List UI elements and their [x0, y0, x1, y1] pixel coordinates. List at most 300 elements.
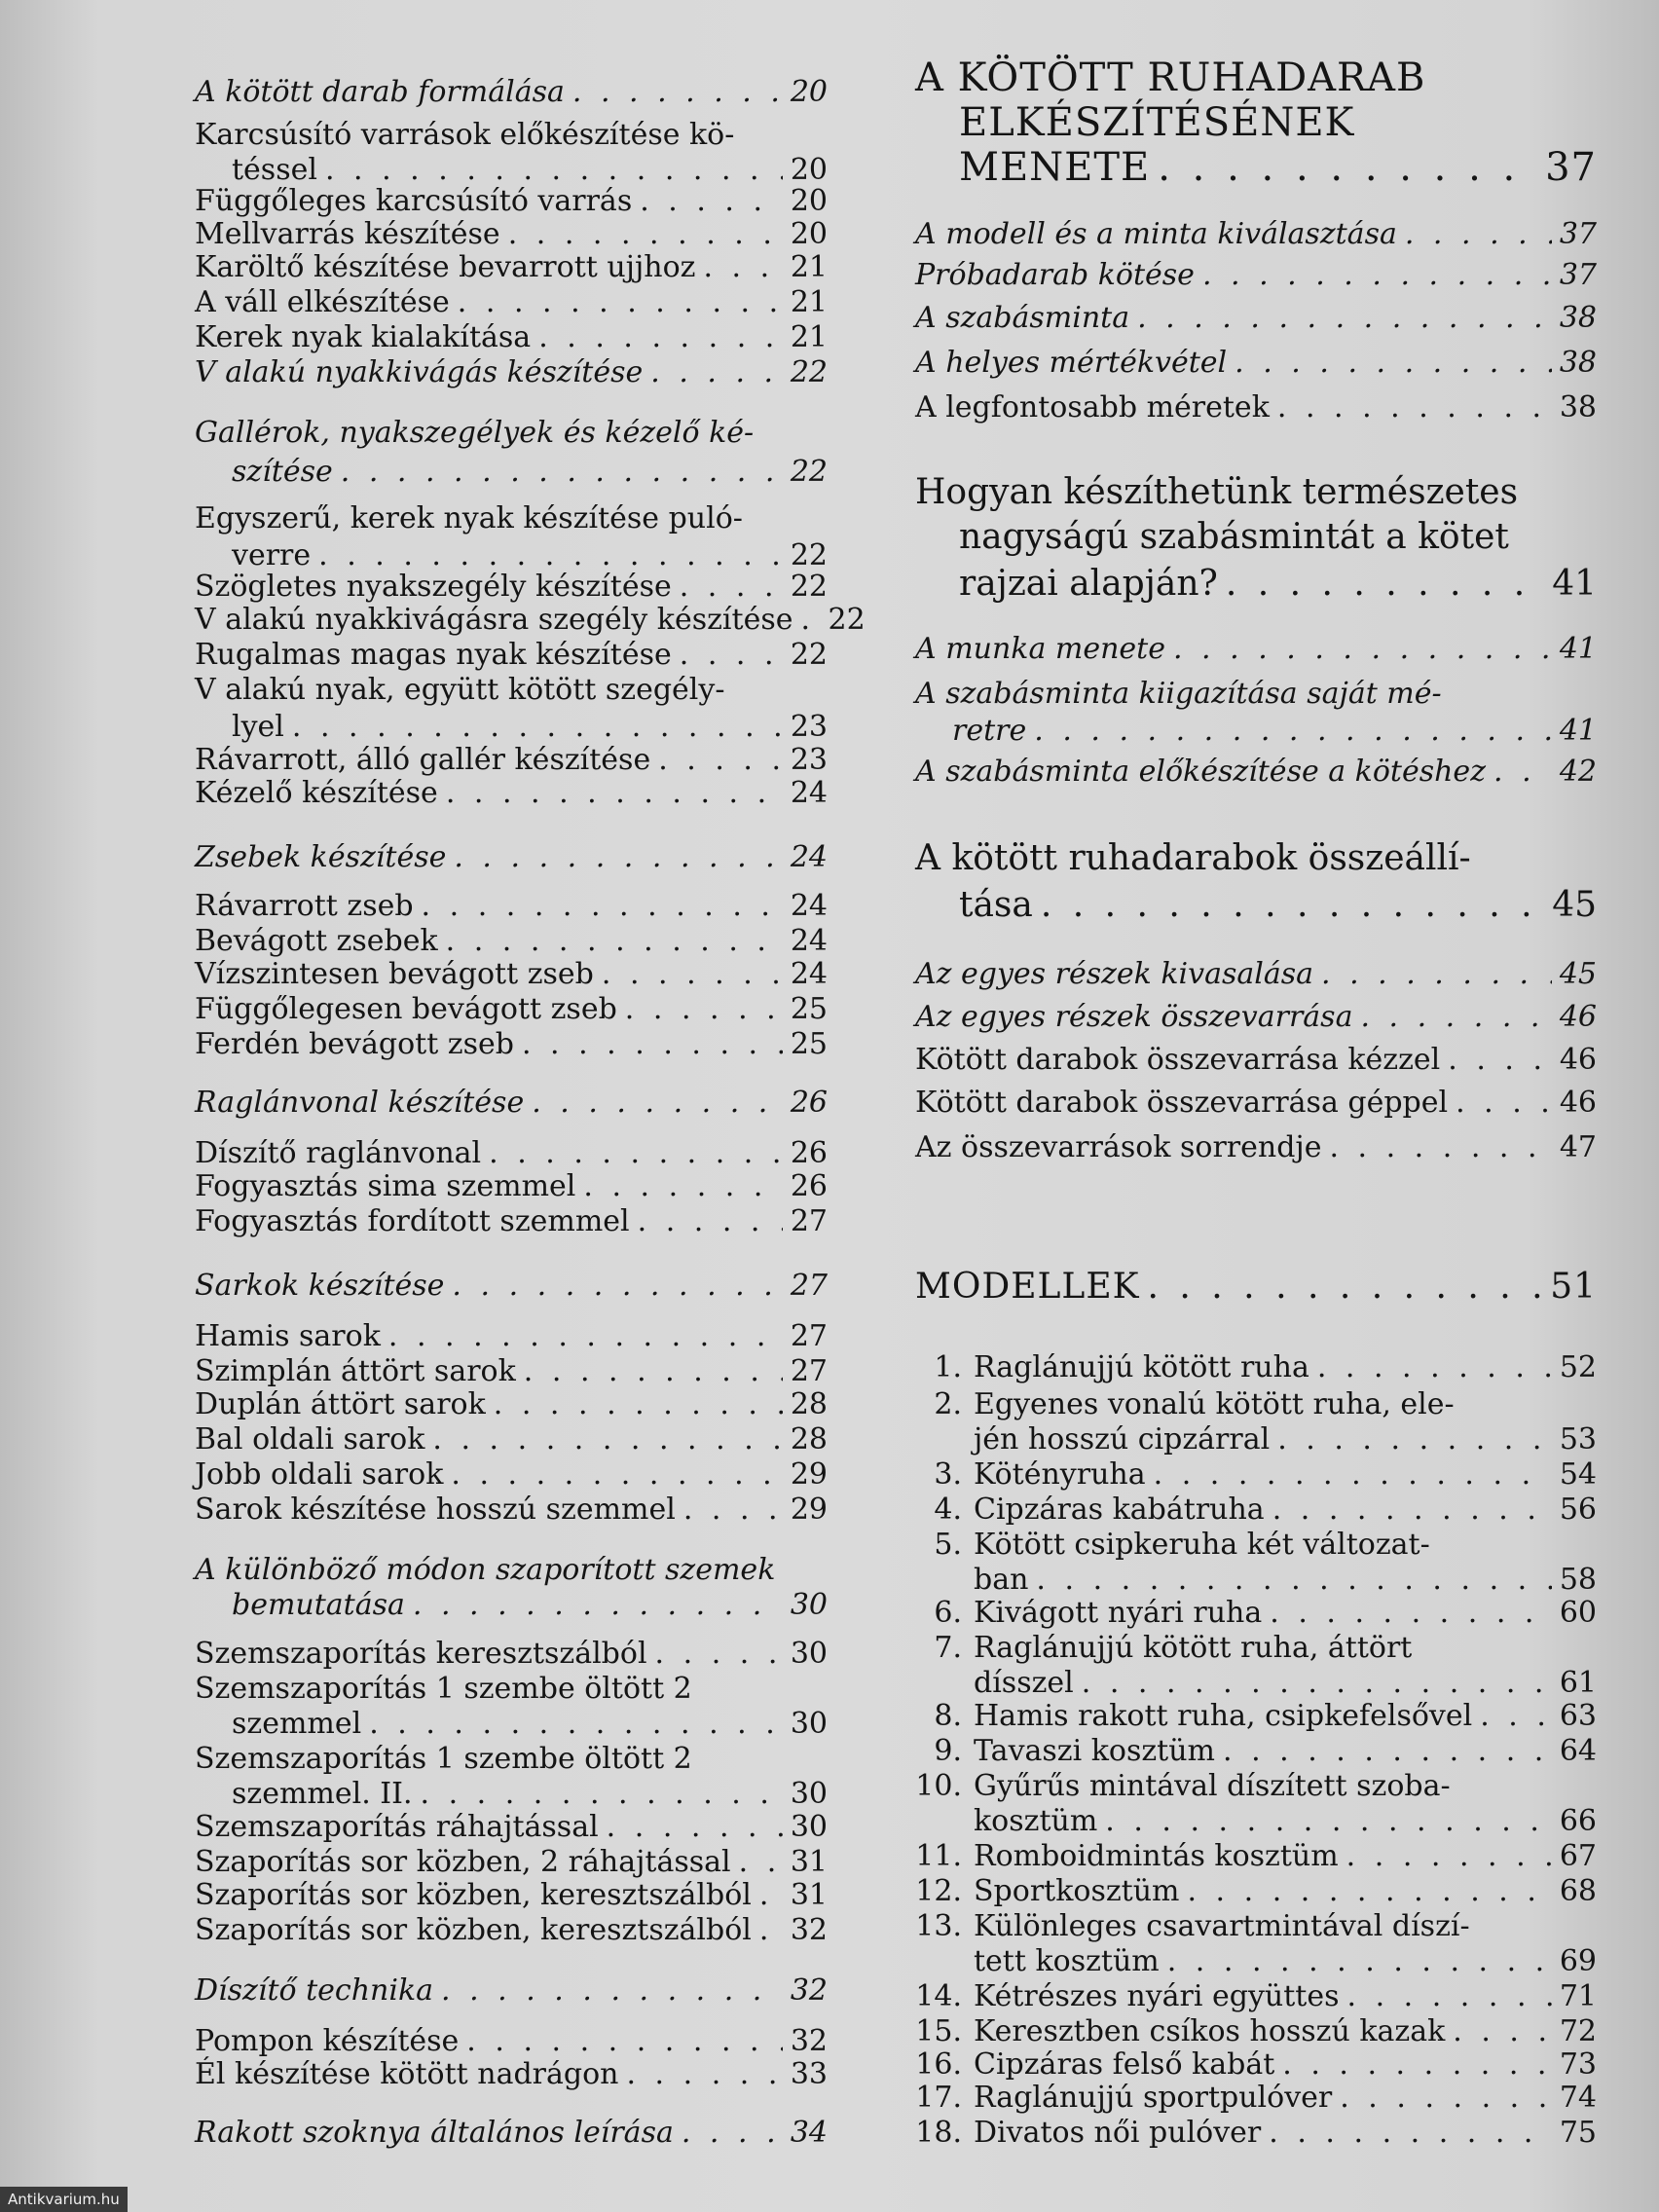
- page-number: 71: [1559, 1979, 1597, 2013]
- dot-leader: [452, 1272, 782, 1301]
- toc-entry[interactable]: [195, 2024, 828, 2058]
- model-number: 1.: [934, 1350, 962, 1384]
- dot-leader: [703, 253, 782, 282]
- dot-leader: [1082, 1669, 1552, 1698]
- toc-entry-title: Díszítő technika: [195, 1973, 434, 2008]
- dot-leader: [1317, 1353, 1552, 1382]
- dot-leader: [602, 960, 783, 989]
- page-number: 27: [790, 1204, 828, 1238]
- dot-leader: [369, 1710, 783, 1739]
- page-number: 28: [790, 1387, 828, 1421]
- model-number: 5.: [934, 1528, 962, 1562]
- dot-leader: [1448, 1046, 1552, 1075]
- dot-leader: [640, 187, 783, 216]
- toc-entry-title: A legfontosabb méretek: [915, 390, 1270, 424]
- toc-entry-title: A szabásminta: [915, 301, 1130, 335]
- toc-entry[interactable]: [915, 1000, 1597, 1034]
- dot-leader: [1187, 1877, 1551, 1906]
- model-title: Kötényruha: [974, 1457, 1146, 1492]
- page-number: 20: [790, 184, 828, 218]
- toc-entry-title: A helyes mértékvétel: [915, 346, 1228, 380]
- page-number: 32: [790, 1913, 828, 1947]
- toc-entry-title: A szabásminta előkészítése a kötéshez: [915, 755, 1486, 789]
- model-number: 2.: [934, 1387, 962, 1421]
- toc-entry[interactable]: [915, 2047, 1597, 2082]
- toc-entry-title: A kötött ruhadarabok összeállí-: [915, 838, 1471, 878]
- toc-entry-title: [915, 1734, 1215, 1768]
- dot-leader: [341, 458, 783, 487]
- dot-leader: [451, 1460, 782, 1490]
- toc-entry-continuation: [232, 538, 828, 572]
- model-number: 16.: [915, 2047, 962, 2082]
- dot-leader: [1202, 261, 1552, 290]
- dot-leader: [1480, 1702, 1552, 1731]
- toc-entry-continuation: [974, 1804, 1597, 1838]
- page-number: 22: [790, 455, 828, 489]
- toc-entry-title: [915, 1769, 1451, 1803]
- dot-leader: [1453, 2017, 1552, 2046]
- dot-leader: [494, 1390, 783, 1419]
- page-number: 26: [790, 1086, 828, 1120]
- toc-entry[interactable]: [915, 632, 1597, 666]
- toc-entry-title-cont: dísszel: [974, 1666, 1074, 1700]
- model-number: 9.: [934, 1734, 962, 1768]
- toc-entry[interactable]: [195, 501, 828, 535]
- toc-entry[interactable]: [195, 75, 828, 109]
- page-number: 37: [1559, 258, 1597, 292]
- toc-entry-title: Hogyan készíthetünk természetes: [915, 472, 1519, 512]
- toc-entry[interactable]: [195, 1913, 828, 1947]
- toc-entry-title-cont: tett kosztüm: [974, 1944, 1160, 1978]
- page-number: 24: [790, 924, 828, 958]
- toc-entry[interactable]: [195, 1742, 828, 1776]
- toc-entry-continuation: [232, 455, 828, 489]
- toc-entry[interactable]: [195, 743, 828, 777]
- dot-leader: [508, 220, 783, 249]
- toc-entry[interactable]: [195, 1878, 828, 1912]
- toc-entry-title: [915, 1596, 1263, 1630]
- page-number: 41: [1559, 632, 1597, 666]
- toc-entry-title: A szabásminta kiigazítása saját mé-: [915, 677, 1442, 711]
- toc-entry-continuation: [959, 145, 1597, 190]
- page-number: 29: [790, 1493, 828, 1527]
- page-number: 54: [1559, 1457, 1597, 1492]
- toc-entry[interactable]: [915, 1909, 1597, 1943]
- toc-entry[interactable]: [195, 1637, 828, 1671]
- toc-entry-title: Szaporítás sor közben, keresztszálból: [195, 1913, 752, 1947]
- dot-leader: [1346, 1842, 1552, 1871]
- toc-entry[interactable]: [195, 992, 828, 1026]
- page-number: 51: [1550, 1267, 1597, 1307]
- toc-entry-title: Fogyasztás sima szemmel: [195, 1169, 576, 1203]
- dot-leader: [1173, 635, 1552, 664]
- model-number: 14.: [915, 1979, 962, 2013]
- toc-entry[interactable]: [195, 1553, 828, 1587]
- model-title: Romboidmintás kosztüm: [974, 1839, 1339, 1873]
- page-number: 29: [790, 1457, 828, 1492]
- model-title: Gyűrűs mintával díszített szoba-: [974, 1769, 1451, 1803]
- toc-entry[interactable]: [195, 1810, 828, 1844]
- toc-entry-title: Szögletes nyakszegély készítése: [195, 570, 672, 604]
- toc-entry-title: [915, 1979, 1340, 2013]
- toc-entry[interactable]: [195, 1136, 828, 1170]
- toc-entry[interactable]: [195, 1672, 828, 1706]
- dot-leader: [1154, 1460, 1552, 1490]
- page-number: 24: [790, 957, 828, 991]
- dot-leader: [441, 1976, 783, 2006]
- toc-entry[interactable]: [195, 1169, 828, 1203]
- toc-entry-title: Az összevarrások sorrendje: [915, 1130, 1322, 1164]
- toc-entry-title: [915, 1350, 1309, 1384]
- page-number: 30: [790, 1777, 828, 1811]
- dot-leader: [1036, 1566, 1551, 1595]
- toc-entry-title: [915, 1631, 1413, 1665]
- toc-entry[interactable]: [915, 2116, 1597, 2150]
- page-number: 21: [790, 285, 828, 319]
- toc-entry[interactable]: [915, 472, 1597, 512]
- page-number: 20: [790, 75, 828, 109]
- toc-entry-title: Karcsúsító varrások előkészítése kö-: [195, 118, 735, 152]
- model-number: 17.: [915, 2081, 962, 2115]
- dot-leader: [1360, 1003, 1551, 1032]
- toc-entry[interactable]: [915, 1267, 1597, 1307]
- toc-entry[interactable]: [195, 840, 828, 874]
- toc-entry-title: Rávarrott, álló gallér készítése: [195, 743, 651, 777]
- toc-entry-title-cont: jén hosszú cipzárral: [974, 1422, 1271, 1456]
- dot-leader: [759, 1881, 783, 1910]
- page-number: 24: [790, 840, 828, 874]
- toc-entry-continuation: [232, 1707, 828, 1741]
- page-number: 24: [790, 776, 828, 810]
- page-number: 41: [1559, 714, 1597, 748]
- dot-leader: [446, 927, 783, 956]
- toc-entry-continuation: [232, 1777, 828, 1811]
- toc-entry[interactable]: [915, 957, 1597, 991]
- dot-leader: [1456, 1088, 1552, 1118]
- model-number: 7.: [934, 1631, 962, 1665]
- model-title: Cipzáras felső kabát: [974, 2047, 1275, 2082]
- toc-entry-title: [915, 1839, 1339, 1873]
- toc-entry-title-cont: kosztüm: [974, 1804, 1098, 1838]
- page-number: 30: [790, 1707, 828, 1741]
- toc-entry[interactable]: [915, 1043, 1597, 1077]
- dot-leader: [572, 78, 783, 107]
- page-number: 67: [1559, 1839, 1597, 1873]
- toc-entry[interactable]: [195, 1027, 828, 1061]
- toc-entry-title-cont: ban: [974, 1563, 1029, 1597]
- toc-entry-title: Zsebek készítése: [195, 840, 447, 874]
- toc-entry-title: Próbadarab kötése: [915, 258, 1195, 292]
- toc-entry-continuation: [974, 1944, 1597, 1978]
- page-number: 30: [790, 1588, 828, 1622]
- model-number: 11.: [915, 1839, 962, 1873]
- dot-leader: [607, 1813, 783, 1842]
- dot-leader: [650, 358, 783, 387]
- toc-entry[interactable]: [195, 1269, 828, 1303]
- toc-entry[interactable]: [195, 285, 828, 319]
- toc-entry[interactable]: [915, 838, 1597, 878]
- toc-entry[interactable]: [195, 320, 828, 354]
- toc-entry-title-cont: téssel: [232, 153, 317, 187]
- model-title: Kötött csipkeruha két változat-: [974, 1528, 1430, 1562]
- page-number: 37: [1559, 217, 1597, 251]
- dot-leader: [466, 2027, 783, 2056]
- page-number: 22: [790, 538, 828, 572]
- toc-entry[interactable]: [195, 1204, 828, 1238]
- page-number: 21: [790, 320, 828, 354]
- toc-entry[interactable]: [915, 2083, 1597, 2113]
- toc-entry-continuation: [232, 710, 828, 744]
- toc-entry-title: Szaporítás sor közben, 2 ráhajtással: [195, 1845, 731, 1879]
- toc-entry[interactable]: [195, 1845, 828, 1879]
- toc-entry[interactable]: [915, 1457, 1597, 1492]
- toc-entry-title: Szemszaporítás 1 szembe öltött 2: [195, 1742, 692, 1776]
- toc-entry[interactable]: [195, 184, 828, 218]
- toc-entry[interactable]: [915, 1631, 1597, 1665]
- toc-entry-continuation: [974, 1422, 1597, 1456]
- page-number: 42: [1559, 755, 1597, 789]
- toc-entry-title: Kerek nyak kialakítása: [195, 320, 532, 354]
- toc-entry-title: [915, 1699, 1473, 1733]
- dot-leader: [680, 572, 783, 602]
- model-number: 13.: [915, 1909, 962, 1943]
- toc-entry[interactable]: [195, 673, 828, 707]
- toc-entry[interactable]: [195, 603, 866, 637]
- page-number: 66: [1559, 1804, 1597, 1838]
- toc-entry[interactable]: [915, 1387, 1597, 1421]
- dot-leader: [800, 606, 820, 635]
- page-number: 45: [1559, 957, 1597, 991]
- model-number: 18.: [915, 2116, 962, 2150]
- toc-entry-title-cont: MENETE: [959, 145, 1151, 190]
- dot-leader: [1223, 1737, 1552, 1766]
- dot-leader: [658, 746, 783, 775]
- toc-entry-title: Vízszintesen bevágott zseb: [195, 957, 594, 991]
- toc-entry-title: Szemszaporítás 1 szembe öltött 2: [195, 1672, 692, 1706]
- toc-entry[interactable]: [915, 346, 1597, 380]
- toc-entry-title-cont: szítése: [232, 455, 333, 489]
- toc-entry-title: A kötött darab formálása: [195, 75, 565, 109]
- toc-entry-title: Bal oldali sarok: [195, 1422, 425, 1456]
- dot-leader: [1340, 2083, 1552, 2113]
- model-title: Raglánujjú kötött ruha, áttört: [974, 1631, 1413, 1665]
- page-number: 72: [1559, 2014, 1597, 2048]
- page-number: 23: [790, 743, 828, 777]
- toc-entry[interactable]: [915, 1874, 1597, 1908]
- toc-entry-title: Rávarrott zseb: [195, 889, 414, 923]
- toc-entry-title: Sarkok készítése: [195, 1269, 445, 1303]
- page-number: 23: [790, 710, 828, 744]
- toc-entry[interactable]: [915, 1088, 1597, 1118]
- toc-entry-title: Sarok készítése hosszú szemmel: [195, 1493, 676, 1527]
- page-number: 25: [790, 992, 828, 1026]
- toc-entry[interactable]: [195, 1495, 828, 1525]
- toc-entry-continuation: [974, 1666, 1597, 1700]
- toc-entry-title: Jobb oldali sarok: [195, 1457, 444, 1492]
- dot-leader: [1148, 1270, 1543, 1305]
- model-number: 3.: [934, 1457, 962, 1492]
- page-number: 47: [1559, 1130, 1597, 1164]
- toc-entry[interactable]: [915, 258, 1597, 292]
- toc-entry-title: Szemszaporítás keresztszálból: [195, 1637, 647, 1671]
- dot-leader: [1321, 960, 1552, 989]
- toc-entry[interactable]: [195, 1088, 828, 1118]
- toc-entry-title-cont: retre: [952, 714, 1027, 748]
- toc-entry[interactable]: [915, 217, 1597, 251]
- page-number: 22: [828, 603, 866, 637]
- toc-entry[interactable]: [915, 1350, 1597, 1384]
- toc-entry-title: V alakú nyak, együtt kötött szegély-: [195, 673, 725, 707]
- model-title: Raglánujjú kötött ruha: [974, 1350, 1309, 1384]
- toc-entry[interactable]: [195, 1457, 828, 1492]
- toc-entry-title: Függőlegesen bevágott zseb: [195, 992, 617, 1026]
- page-number: 32: [790, 2024, 828, 2058]
- toc-entry-title: Kötött darabok összevarrása géppel: [915, 1086, 1449, 1120]
- toc-entry-title: Ferdén bevágott zseb: [195, 1027, 514, 1061]
- toc-entry-title: MODELLEK: [915, 1267, 1140, 1307]
- toc-entry-continuation: [232, 1588, 828, 1622]
- model-title: Tavaszi kosztüm: [974, 1734, 1215, 1768]
- toc-entry[interactable]: [195, 118, 828, 152]
- model-number: 8.: [934, 1699, 962, 1733]
- dot-leader: [1034, 717, 1552, 746]
- toc-entry[interactable]: [195, 889, 828, 923]
- toc-entry[interactable]: [915, 1769, 1597, 1803]
- page-number: 22: [790, 638, 828, 672]
- toc-entry-title: Rakott szoknya általános leírása: [195, 2116, 674, 2150]
- toc-entry[interactable]: [195, 572, 828, 602]
- toc-entry[interactable]: [915, 1839, 1597, 1873]
- dot-leader: [680, 641, 783, 670]
- dot-leader: [454, 843, 782, 872]
- page-number: 52: [1559, 1350, 1597, 1384]
- page-number: 63: [1559, 1699, 1597, 1733]
- page-number: 46: [1559, 1000, 1597, 1034]
- toc-entry[interactable]: [915, 301, 1597, 335]
- dot-leader: [682, 2119, 783, 2148]
- page-number: 75: [1559, 2116, 1597, 2150]
- toc-entry[interactable]: [195, 217, 828, 251]
- toc-entry[interactable]: [195, 1422, 828, 1456]
- toc-entry[interactable]: [195, 2116, 828, 2150]
- toc-entry[interactable]: [915, 1530, 1597, 1560]
- toc-entry[interactable]: [915, 390, 1597, 424]
- toc-entry[interactable]: [915, 1495, 1597, 1525]
- toc-entry[interactable]: [195, 957, 828, 991]
- model-title: Raglánujjú sportpulóver: [974, 2081, 1333, 2115]
- page-number: 46: [1559, 1086, 1597, 1120]
- dot-leader: [1158, 148, 1537, 187]
- dot-leader: [325, 156, 783, 185]
- dot-leader: [422, 892, 783, 921]
- toc-entry-title-cont: szemmel. II.: [232, 1777, 413, 1811]
- page-number: 45: [1552, 885, 1597, 925]
- page-number: 56: [1559, 1493, 1597, 1527]
- toc-entry-title: Pompon készítése: [195, 2024, 460, 2058]
- page-number: 37: [1545, 145, 1597, 190]
- dot-leader: [432, 1425, 782, 1455]
- toc-entry-title-cont: szemmel: [232, 1707, 362, 1741]
- toc-entry-title: [915, 2047, 1275, 2082]
- toc-entry[interactable]: [915, 1699, 1597, 1733]
- toc-entry[interactable]: [915, 1596, 1597, 1630]
- page-number: 31: [790, 1878, 828, 1912]
- page-number: 58: [1559, 1563, 1597, 1597]
- toc-entry[interactable]: [195, 1319, 828, 1353]
- page-number: 30: [790, 1810, 828, 1844]
- dot-leader: [638, 1207, 783, 1236]
- dot-leader: [625, 995, 783, 1024]
- toc-entry-title: Szaporítás sor közben, keresztszálból: [195, 1878, 752, 1912]
- dot-leader: [489, 1139, 783, 1168]
- toc-entry[interactable]: [915, 1130, 1597, 1164]
- toc-entry[interactable]: [195, 776, 828, 810]
- toc-entry[interactable]: [195, 1354, 828, 1388]
- toc-entry[interactable]: [915, 757, 1597, 787]
- dot-leader: [388, 1322, 783, 1351]
- page-number: 38: [1559, 301, 1597, 335]
- page-number: 21: [790, 250, 828, 284]
- page-number: 25: [790, 1027, 828, 1061]
- dot-leader: [1329, 1133, 1551, 1162]
- dot-leader: [538, 323, 783, 352]
- toc-entry[interactable]: [915, 1734, 1597, 1768]
- dot-leader: [524, 1357, 783, 1386]
- dot-leader: [1405, 220, 1552, 249]
- toc-entry-title: Mellvarrás készítése: [195, 217, 500, 251]
- toc-entry[interactable]: [195, 924, 828, 958]
- page-number: 26: [790, 1169, 828, 1203]
- toc-entry[interactable]: [195, 1387, 828, 1421]
- toc-entry-title: Duplán áttört sarok: [195, 1387, 486, 1421]
- toc-entry-title: Függőleges karcsúsító varrás: [195, 184, 633, 218]
- dot-leader: [318, 541, 783, 571]
- toc-entry-title: Az egyes részek kivasalása: [915, 957, 1314, 991]
- page-number: 20: [790, 153, 828, 187]
- model-number: 12.: [915, 1874, 962, 1908]
- dot-leader: [1269, 2119, 1552, 2148]
- page-number: 60: [1559, 1596, 1597, 1630]
- model-title: Kivágott nyári ruha: [974, 1596, 1263, 1630]
- toc-entry[interactable]: [195, 250, 828, 284]
- model-title: Divatos női pulóver: [974, 2116, 1262, 2150]
- toc-entry[interactable]: [915, 677, 1597, 711]
- toc-entry-title: A különböző módon szaporított szemek: [195, 1553, 776, 1587]
- toc-entry-continuation: [232, 153, 828, 187]
- toc-entry-title: Egyszerű, kerek nyak készítése puló-: [195, 501, 743, 535]
- page-number: 27: [790, 1319, 828, 1353]
- toc-entry[interactable]: [195, 355, 828, 389]
- toc-entry-title: A munka menete: [915, 632, 1165, 666]
- model-title: Hamis rakott ruha, csipkefelsővel: [974, 1699, 1473, 1733]
- toc-entry-title: A váll elkészítése: [195, 285, 450, 319]
- toc-entry[interactable]: [915, 55, 1597, 100]
- page-number: 27: [790, 1354, 828, 1388]
- toc-entry-title-cont: verre: [232, 538, 312, 572]
- dot-leader: [739, 1848, 783, 1877]
- model-title: Sportkosztüm: [974, 1874, 1180, 1908]
- toc-entry[interactable]: [195, 2057, 828, 2091]
- toc-entry[interactable]: [915, 1979, 1597, 2013]
- toc-entry[interactable]: [915, 2014, 1597, 2048]
- watermark: Antikvarium.hu: [0, 2187, 128, 2212]
- toc-entry[interactable]: [195, 1973, 828, 2008]
- toc-entry[interactable]: [195, 638, 828, 672]
- model-title: Keresztben csíkos hosszú kazak: [974, 2014, 1446, 2048]
- toc-entry-title: A modell és a minta kiválasztása: [915, 217, 1397, 251]
- toc-entry[interactable]: [195, 416, 828, 450]
- toc-entry-title: Bevágott zsebek: [195, 924, 438, 958]
